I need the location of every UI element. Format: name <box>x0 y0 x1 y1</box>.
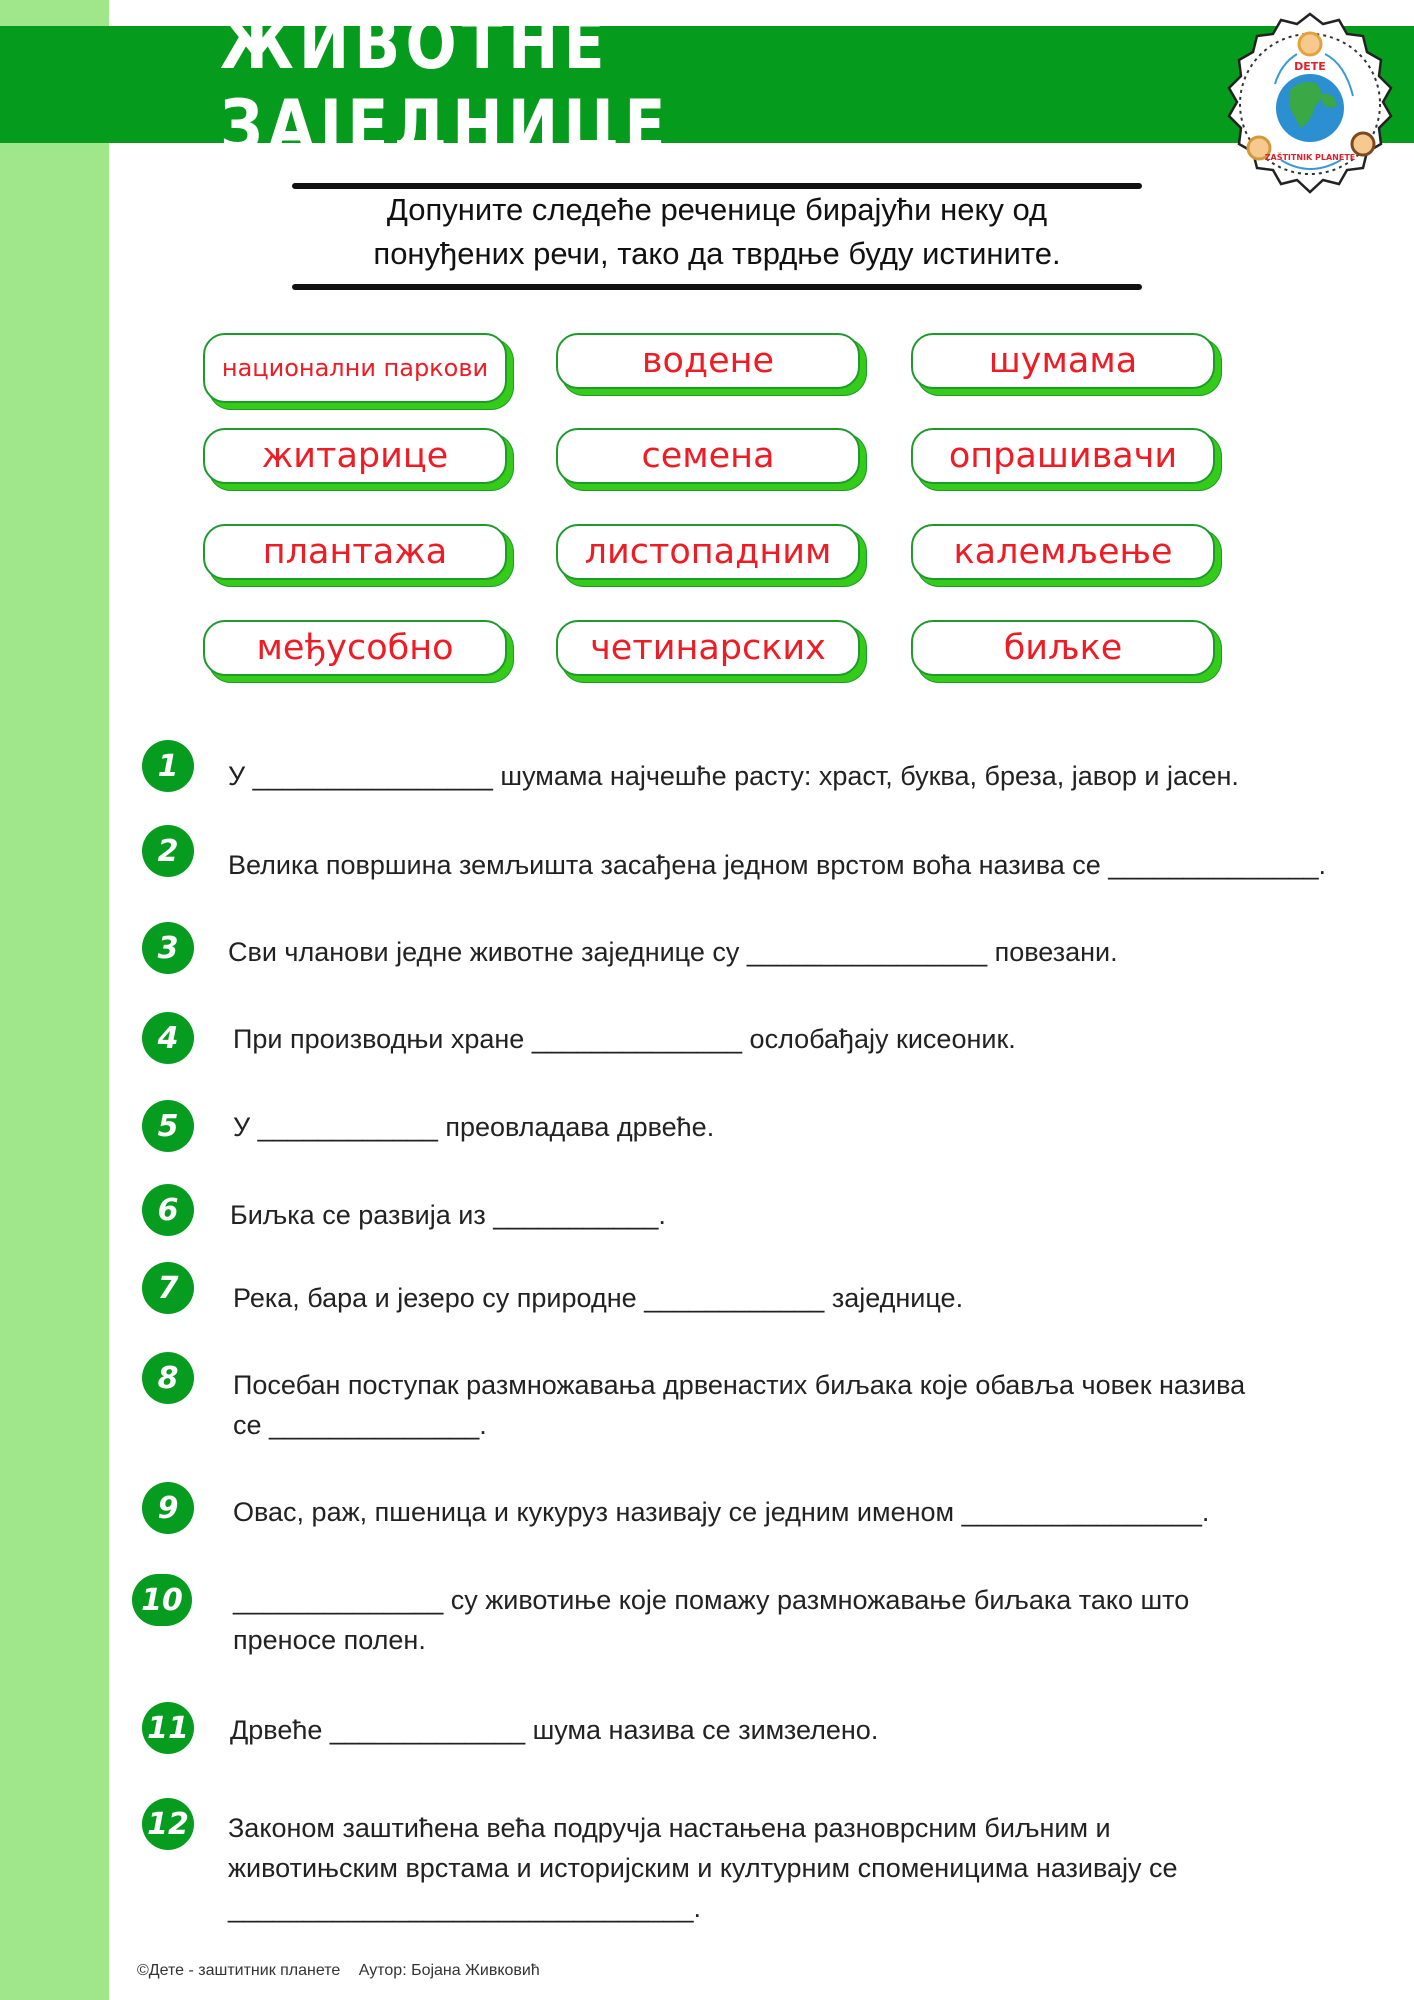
question-number-badge: 7 <box>142 1262 194 1314</box>
word-chip[interactable]: међусобно <box>203 620 507 676</box>
question-text <box>233 1492 1363 1532</box>
question-line: Велика површина земљишта засађена једном врстом воћа назива се ______________. <box>228 850 1327 880</box>
question-line: Биљка се развија из ___________. <box>230 1200 666 1230</box>
logo-text-bottom: ZAŠTITNIK PLANETE <box>1264 153 1356 162</box>
question-line: Сви чланови једне животне заједнице су ________________ повезани. <box>228 937 1118 967</box>
question-number-badge: 10 <box>132 1574 192 1626</box>
word-chip[interactable]: четинарских <box>556 620 860 676</box>
question-line: преносе полен. <box>233 1625 426 1655</box>
question-text <box>233 1107 1363 1147</box>
page-title: ЖИВОТНЕ ЗАЈЕДНИЦЕ <box>220 2 671 167</box>
word-chip[interactable]: плантажа <box>203 524 507 580</box>
instructions-line: Допуните следеће реченице бирајући неку од <box>386 192 1048 227</box>
logo-text-top: DETE <box>1294 60 1326 73</box>
question-number-badge: 4 <box>142 1012 194 1064</box>
copyright: ©Дете - заштитник планете <box>137 1962 341 1979</box>
question-number-badge: 6 <box>142 1184 194 1236</box>
question-line: У ____________ преовладава дрвеће. <box>233 1112 715 1142</box>
question-text <box>228 932 1358 972</box>
question-number-badge: 5 <box>142 1100 194 1152</box>
question-number-badge: 2 <box>142 825 194 877</box>
question-line: се ______________. <box>233 1410 487 1440</box>
question-line: Посебан поступак размножавања дрвенастих биљака које обавља човек назива <box>233 1370 1246 1400</box>
word-chip[interactable]: калемљење <box>911 524 1215 580</box>
question-line: Река, бара и језеро су природне ____________ заједнице. <box>233 1283 964 1313</box>
question-line: ______________ су животиње које помажу размножавање биљака тако што <box>233 1585 1190 1615</box>
question-text <box>233 1365 1363 1445</box>
question-text <box>228 1808 1358 1928</box>
question-line: _______________________________. <box>228 1893 702 1923</box>
question-text <box>233 1580 1363 1660</box>
question-text <box>233 1019 1363 1059</box>
instructions-bottom-rule <box>292 284 1142 290</box>
dete-zastitnik-planete-logo <box>1215 10 1405 200</box>
question-text <box>230 1710 1360 1750</box>
word-chip[interactable]: биљке <box>911 620 1215 676</box>
word-chip[interactable]: житарице <box>203 428 507 484</box>
question-text <box>228 845 1358 885</box>
word-chip[interactable]: опрашивачи <box>911 428 1215 484</box>
question-number-badge: 8 <box>142 1352 194 1404</box>
side-strip <box>0 0 109 2000</box>
question-number-badge: 12 <box>142 1798 194 1850</box>
question-line: животињским врстама и историјским и културним споменицима називају се <box>228 1853 1178 1883</box>
word-chip[interactable]: семена <box>556 428 860 484</box>
child-face-icon <box>1352 133 1374 155</box>
question-text <box>228 756 1358 796</box>
question-line: При производњи хране ______________ ослобађају кисеоник. <box>233 1024 1016 1054</box>
question-line: У ________________ шумама најчешће расту: храст, буква, бреза, јавор и јасен. <box>228 761 1239 791</box>
question-number-badge: 9 <box>142 1482 194 1534</box>
word-chip[interactable]: листопадним <box>556 524 860 580</box>
instructions <box>292 188 1142 276</box>
question-line: Овас, раж, пшеница и кукуруз називају се једним именом ________________. <box>233 1497 1210 1527</box>
word-chip[interactable]: шумама <box>911 333 1215 389</box>
question-number-badge: 1 <box>142 740 194 792</box>
question-number-badge: 11 <box>142 1702 194 1754</box>
question-line: Законом заштићена већа подручја настањена разноврсним биљним и <box>228 1813 1111 1843</box>
footer <box>137 1962 540 1980</box>
child-face-icon <box>1299 33 1321 55</box>
word-chip[interactable]: национални паркови <box>203 333 507 403</box>
question-text <box>233 1278 1363 1318</box>
instructions-line: понуђених речи, тако да тврдње буду истините. <box>373 236 1061 271</box>
author: Аутор: Бојана Живковић <box>358 1962 540 1979</box>
question-text <box>230 1195 1360 1235</box>
word-chip[interactable]: водене <box>556 333 860 389</box>
question-line: Дрвеће _____________ шума назива се зимзелено. <box>230 1715 879 1745</box>
question-number-badge: 3 <box>142 922 194 974</box>
